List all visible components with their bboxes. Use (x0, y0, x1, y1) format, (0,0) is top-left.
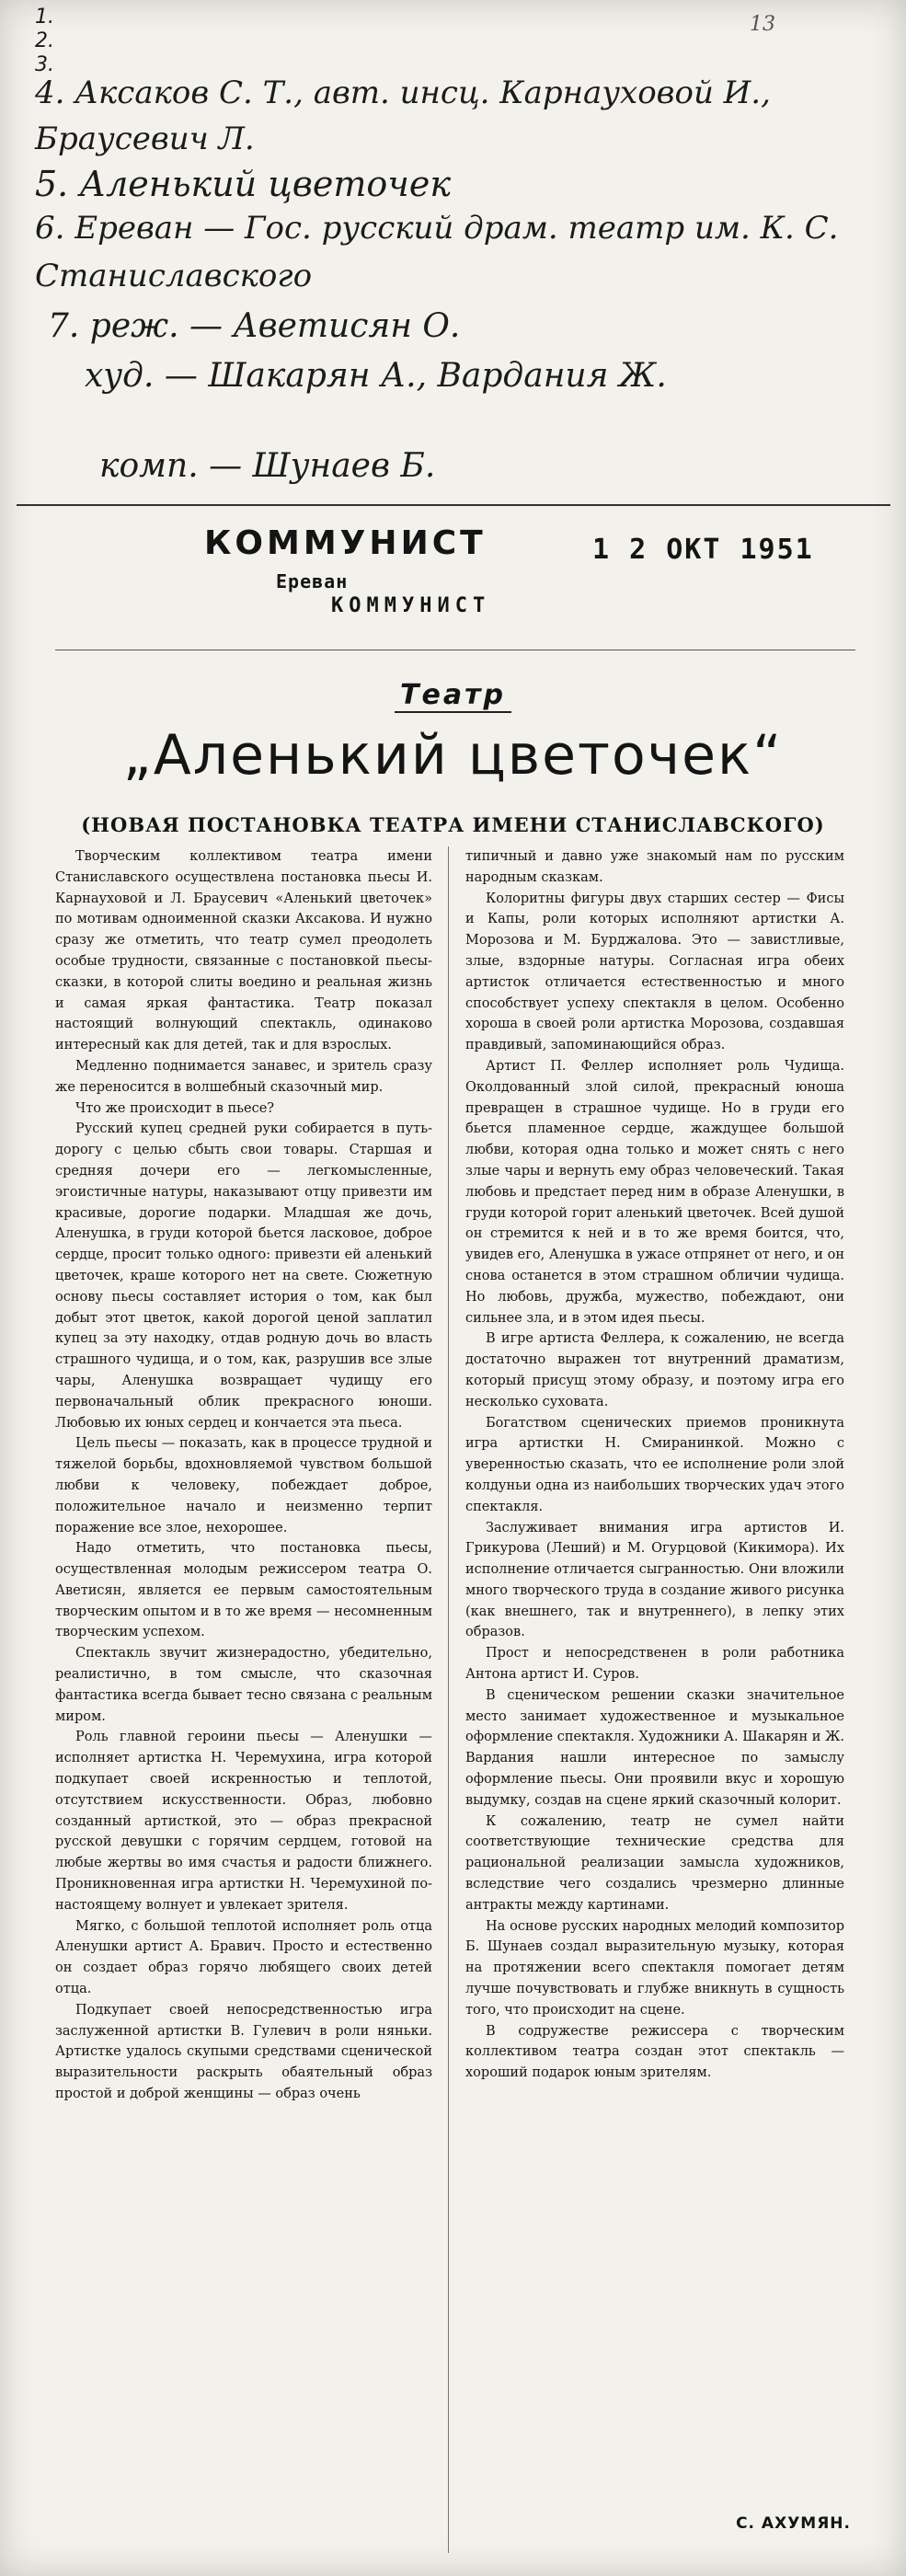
article-column-2 (465, 846, 844, 2084)
article-paragraph: В игре артиста Феллера, к сожалению, не всегда достаточно выражен тот внутренний драматизм, который присущ этому образу, и поэтому игра его несколько суховата. (465, 1331, 844, 1409)
article-paragraph: Мягко, с большой теплотой исполняет роль отца Аленушки артист А. Бравич. Просто и естественно он создает образ горячо любящего своих детей отца. (55, 1918, 432, 1997)
article-subtitle: (НОВАЯ ПОСТАНОВКА ТЕАТРА ИМЕНИ СТАНИСЛАВСКОГО) (81, 813, 825, 836)
column-divider (448, 846, 449, 2553)
article-paragraph: На основе русских народных мелодий композитор Б. Шунаев создал выразительную музыку, которая на протяжении всего спектакля помогает детям лучше почувствовать и глубже вникнуть в сущность того, что происходит на сцене. (465, 1918, 844, 2018)
article-paragraph: Надо отметить, что постановка пьесы, осуществленная молодым режиссером театра О. Аветисян, является ее первым самостоятельным творческим опытом и в то же время — несомненным творческим успехом. (55, 1541, 432, 1640)
city-stamp: Ереван (276, 570, 349, 592)
note-line-director: 7. реж. — Аветисян О. (48, 307, 461, 345)
note-num-2: 2. (35, 29, 54, 52)
article-paragraph: Прост и непосредственен в роли работника Антона артист И. Суров. (465, 1646, 844, 1683)
article-paragraph: В содружестве режиссера с творческим коллективом театра создан этот спектакль — хороший подарок юным зрителям. (465, 2023, 844, 2081)
cut-line (17, 504, 890, 506)
article-paragraph: Русский купец средней руки собирается в путь-дорогу с целью сбыть свои товары. Старшая и средняя дочери его — легкомысленные, эгоистичные натуры, наказывают отцу привезти им красивые, дорогие подарки. Младшая же дочь, Аленушка, в груди которой бьется ласковое, доброе сердце, просит только одного: привезти ей аленький цветочек, краше которого нет на свете. Сюжетную основу пьесы составляет история о том, как был добыт этот цветок, какой дорогой ценой заплатил купец за эту находку, отдав родную дочь во власть страшного чудища, и о том, как, разрушив все злые чары, Аленушка возвращает чудищу его первоначальный облик прекрасного юноши. Любовью их юных сердец и кончается эта пьеса. (55, 1121, 432, 1431)
note-line-author: 4. Аксаков С. Т., авт. инсц. Карнауховой И., Браусевич Л. (35, 75, 771, 157)
author-signature: С. АХУМЯН. (736, 2514, 851, 2533)
note-line-title: 5. Аленький цветочек (35, 164, 452, 204)
article-paragraph: Богатством сценических приемов проникнута игра артистки Н. Смиранинкой. Можно с уверенностью сказать, что ее исполнение роли злой колдуньи одна из наибольших творческих удач этого спектакля. (465, 1415, 844, 1514)
page-number: 13 (750, 13, 775, 36)
note-line-theatre: 6. Ереван — Гос. русский драм. театр им. К. С. Станиславского (35, 210, 839, 294)
article-paragraph: Заслуживает внимания игра артистов И. Грикурова (Леший) и М. Огурцовой (Кикимора). Их исполнение отличается сыгранностью. Они вложили много творческого труда в создание живого рисунка (как внешнего, так и внутреннего), в лепку этих образов. (465, 1520, 844, 1640)
article-paragraph: К сожалению, театр не сумел найти соответствующие технические средства для рациональной реализации замысла художников, вследствие чего создались чрезмерно длинные антракты между картинами. (465, 1813, 844, 1913)
article-paragraph: Подкупает своей непосредственностью игра заслуженной артистки В. Гулевич в роли няньки. Артистке удалось скупыми средствами сценической выразительности раскрыть обаятельный образ простой и доброй женщины — образ очень (55, 2002, 432, 2102)
article-paragraph: Спектакль звучит жизнерадостно, убедительно, реалистично, в том смысле, что сказочная фантастика всегда бывает тесно связана с реальным миром. (55, 1646, 432, 1724)
article-column-1 (55, 846, 432, 2105)
note-num-1: 1. (35, 6, 54, 29)
note-line-designers: худ. — Шакарян А., Вардания Ж. (85, 357, 667, 395)
article-paragraph: В сценическом решении сказки значительное место занимает художественное и музыкальное оформление спектакля. Художники А. Шакарян и Ж. Вардания нашли интересное по замыслу оформление пьесы. Они проявили вкус и хорошую выдумку, создав на сцене яркий сказочный колорит. (465, 1687, 844, 1808)
name-stamp: КОММУНИСТ (331, 594, 491, 617)
article-paragraph: Колоритны фигуры двух старших сестер — Фисы и Капы, роли которых исполняют артистки А. Морозова и М. Бурджалова. Это — завистливые, злые, вздорные натуры. Согласная игра обеих артисток отличается естественностью и много способствует успеху спектакля в целом. Особенно хороша в своей роли артистка Морозова, создавшая правдивый, запоминающийся образ. (465, 891, 844, 1053)
article-paragraph: Роль главной героини пьесы — Аленушки — исполняет артистка Н. Черемухина, игра которой подкупает своей искренностью и теплотой, отсутствием искусственности. Образ, любовно созданный артисткой, это — образ прекрасной русской девушки с горячим сердцем, готовой на любые жертвы во имя счастья и радости ближнего. Проникновенная игра артистки Н. Черемухиной по-настоящему волнует и увлекает зрителя. (55, 1730, 432, 1913)
article-title: „Аленький цветочек“ (122, 723, 784, 788)
newspaper-masthead: КОММУНИСТ (204, 524, 487, 562)
article-paragraph: Творческим коллективом театра имени Станиславского осуществлена постановка пьесы И. Карнауховой и Л. Браусевич «Аленький цветочек» по мотивам одноименной сказки Аксакова. И нужно сразу же отметить, что театр сумел преодолеть особые трудности, связанные с постановкой пьесы-сказки, в которой слиты воедино и реальная жизнь и самая яркая фантастика. Театр показал настоящий волнующий спектакль, одинаково интересный как для детей, так и для взрослых. (55, 849, 432, 1053)
date-stamp: 1 2 ОКТ 1951 (592, 534, 814, 566)
article-paragraph: Медленно поднимается занавес, и зритель сразу же переносится в волшебный сказочный мир. (55, 1058, 432, 1095)
article-paragraph: типичный и давно уже знакомый нам по русским народным сказкам. (465, 849, 844, 885)
section-rubric-text: Театр (395, 679, 511, 713)
section-rubric (0, 679, 906, 711)
article-paragraph: Артист П. Феллер исполняет роль Чудища. Околдованный злой силой, прекрасный юноша превращен в страшное чудище. Но в груди его бьется пламенное сердце, жаждущее большой любви, которая одна только и может снять с него злые чары и вернуть ему образ человеческий. Такая любовь и предстает перед ним в образе Аленушки, в груди которой горит аленький цветочек. Всей душой он стремится к ней и в то же время боится, что, увидев его, Аленушка в ужасе отпрянет от него, и он снова останется в этом страшном обличии чудища. Но любовь, дружба, мужество, побеждают, они сильнее зла, и в этом идея пьесы. (465, 1058, 844, 1326)
article-paragraph: Что же происходит в пьесе? (75, 1100, 275, 1116)
note-num-3: 3. (35, 53, 54, 76)
note-line-composer: комп. — Шунаев Б. (99, 447, 436, 485)
article-paragraph: Цель пьесы — показать, как в процессе трудной и тяжелой борьбы, вдохновляемой чувством большой любви к человеку, побеждает доброе, положительное начало и неизменно терпит поражение все злое, нехорошее. (55, 1436, 432, 1535)
